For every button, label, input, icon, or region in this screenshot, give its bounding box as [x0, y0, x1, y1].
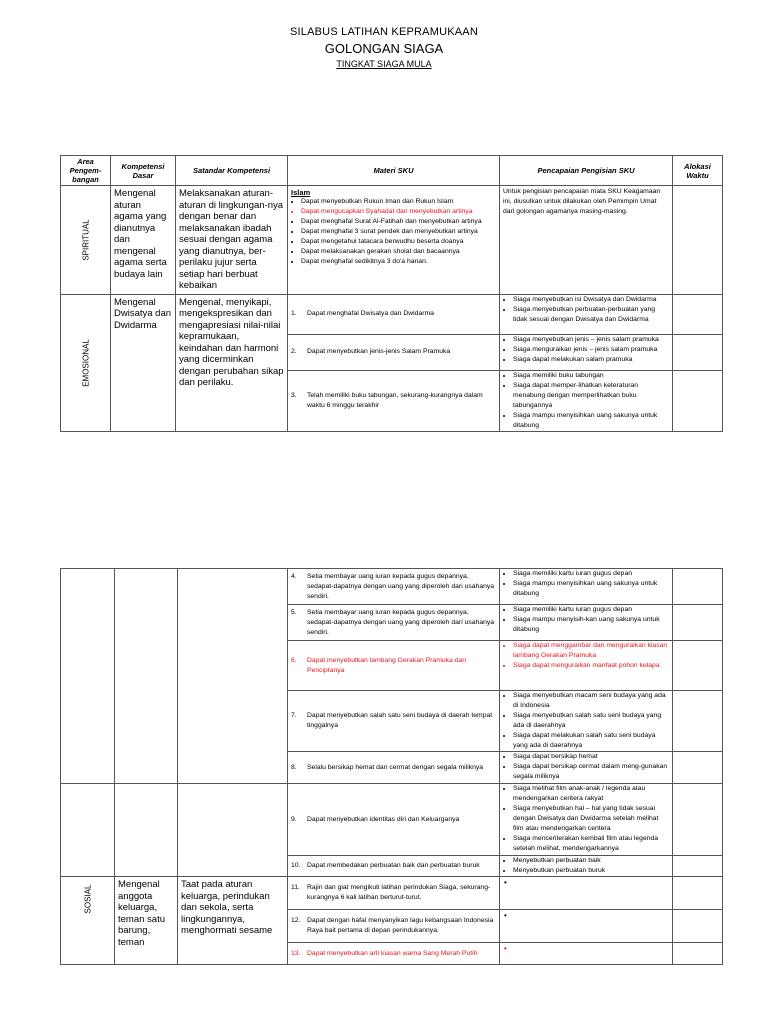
materi-item: [288, 943, 500, 965]
continued-row: [61, 784, 723, 856]
alokasi-cell: [673, 856, 723, 877]
materi-text: Dapat menyebutkan identitas diri dan Keluarganya: [307, 815, 460, 823]
syllabus-table-1: [60, 155, 723, 432]
bullet-item: • Siaga dapat menguraikan manfaat pohon kelapa: [513, 661, 670, 671]
materi-number: 10.: [291, 862, 301, 869]
materi-item: [288, 605, 500, 641]
emosional-row: [61, 294, 723, 334]
alokasi-cell: [673, 605, 723, 641]
materi-text: Dapat menyebutkan lambang Gerakan Pramuka dan Penciptanya: [307, 656, 467, 674]
pencapaian-list: [500, 605, 672, 635]
area-continued-2: [61, 784, 115, 877]
materi-item: [288, 877, 500, 910]
bullet-item: • Siaga dapat melakukan salah satu seni budaya yang ada di daerahnya: [513, 731, 670, 751]
bullet-item: • Siaga dapat melakukan salam pramuka: [513, 355, 670, 365]
materi-number: 11.: [291, 884, 300, 891]
alokasi-cell: [673, 943, 723, 965]
materi-number: 2.: [291, 348, 297, 355]
bullet-item: • Siaga dapat menggambar dan menguraikan kiasan lambang Gerakan Pramuka: [513, 641, 670, 661]
materi-number: 5.: [291, 608, 297, 616]
bullet-item: • Siaga menyebutkan hal – hal yang tidak sesuai dengan Dwisatya dan Dwidarma setelah melihat film atau mendengarkan ceritera: [513, 804, 670, 834]
pencapaian-cell: [500, 569, 673, 605]
pencapaian-cell: [500, 294, 673, 334]
sosial-kompetensi-dasar: Mengenal anggota keluarga, teman satu barung, teman: [115, 877, 178, 965]
bullet-item: • Siaga memiliki kartu iuran gugus depan: [513, 605, 670, 615]
bullet-item: • Siaga dapat memper-lihatkan keteraturan menabung dengan memperlihatkan buku tabungannya: [513, 381, 670, 411]
pencapaian-list: [500, 752, 672, 782]
bullet-item: • Dapat menghafal 3 surat pendek dan menyebutkan artinya: [301, 227, 497, 237]
sosial-row: [61, 877, 723, 910]
emosional-standar-kompetensi: Mengenal, menyikapi, mengekspresikan dan mengapresiasi nilai-nilai kepramukaan, keindahan dan harmoni yang dicerminkan dengan perubahan sikap dan perilaku.: [176, 294, 288, 431]
syllabus-table-2: [60, 568, 723, 965]
materi-text: Dapat menyebutkan arti kiasan warna Sang Merah Putih: [307, 949, 478, 957]
bullet-item: • Dapat mengetahui tatacara berwudhu beserta doanya: [301, 237, 497, 247]
materi-number: 8.: [291, 763, 297, 771]
bullet-item: • Siaga mampu menyisih-kan uang sakunya untuk ditabung: [513, 615, 670, 635]
bullet-empty: •: [504, 911, 507, 920]
header-alokasi-waktu: Alokasi Waktu: [673, 156, 723, 186]
pencapaian-list: [500, 335, 672, 365]
materi-item: [288, 856, 500, 877]
pencapaian-cell: [500, 784, 673, 856]
materi-item: [288, 370, 500, 431]
materi-heading-islam: Islam: [291, 188, 311, 197]
sk-continued-1: [178, 569, 288, 784]
pencapaian-cell: [500, 856, 673, 877]
spiritual-materi-list: [288, 197, 499, 267]
sosial-standar-kompetensi: Taat pada aturan keluarga, perindukan dan sekola, serta lingkungannya, menghormati sesame: [178, 877, 288, 965]
bullet-item: • Dapat menyebutkan Rukun Iman dan Rukun Islam: [301, 197, 497, 207]
bullet-item: • Siaga menceriterakan kembali film atau legenda setelah melihat, mendengarkannya: [513, 834, 670, 854]
materi-number: 4.: [291, 572, 297, 580]
header-materi-sku: Materi SKU: [288, 156, 500, 186]
pencapaian-cell: [500, 752, 673, 784]
alokasi-cell: [673, 877, 723, 910]
spiritual-pencapaian: Untuk pengisian pencapaian mata SKU Keagamaan ini, diusulkan untuk dilakukan oleh Pemimpin Umat dari golongan agamanya masing-masing.: [500, 186, 673, 295]
spiritual-alokasi: [673, 186, 723, 295]
materi-item: [288, 691, 500, 752]
pencapaian-list: [500, 691, 672, 751]
alokasi-cell: [673, 569, 723, 605]
spiritual-materi: [288, 186, 500, 295]
materi-text: Dapat menyebutkan salah satu seni budaya di daerah tempat tinggalnya: [307, 712, 493, 729]
pencapaian-cell: [500, 370, 673, 431]
bullet-item: • Menyebutkan perbuatan buruk: [513, 866, 670, 876]
spiritual-row: [61, 186, 723, 295]
materi-text: Rajin dan giat mengikuti latihan perindukan Siaga, sekurang-kurangnya 6 kali latihan berturut-turut.: [307, 884, 491, 901]
bullet-empty: •: [504, 944, 507, 953]
spiritual-standar-kompetensi: Melaksanakan aturan-aturan di lingkungan-nya dengan benar dan melaksanakan ibadah sesuai dengan agama yang dianutnya, ber-perilaku jujur serta setiap hari berbuat kebaikan: [176, 186, 288, 295]
bullet-item: • Siaga menyebutkan perbuatan-perbuatan yang tidak sesuai dengan Dwisatya dan Dwidarma: [513, 305, 670, 325]
bullet-item: • Dapat menghafal Surat Al-Fatihah dan menyebutkan artinya: [301, 217, 497, 227]
spiritual-kompetensi-dasar: Mengenal aturan agama yang dianutnya dan mengenal agama serta budaya lain: [111, 186, 176, 295]
area-sosial: [61, 877, 115, 965]
bullet-item: • Siaga menyebutkan isi Dwisatya dan Dwidarma: [513, 295, 670, 305]
materi-text: Setia membayar uang iuran kepada gugus depannya, sedapat-dapatnya dengan uang yang diperoleh dari usahanya sendiri.: [307, 572, 495, 600]
alokasi-cell: [673, 784, 723, 856]
alokasi-cell: [673, 910, 723, 943]
materi-number: 6.: [291, 656, 297, 664]
pencapaian-cell: [500, 877, 673, 910]
materi-number: 3.: [291, 391, 297, 399]
alokasi-cell: [673, 691, 723, 752]
area-spiritual: SPIRITUAL: [61, 186, 111, 295]
pencapaian-cell: [500, 910, 673, 943]
sk-continued-2: [178, 784, 288, 877]
bullet-item: • Siaga melihat film anak-anak / legenda atau mendengarkan ceritera rakyat: [513, 784, 670, 804]
materi-item: [288, 334, 500, 370]
materi-item: [288, 294, 500, 334]
alokasi-cell: [673, 294, 723, 334]
bullet-item: • Siaga menguraikan jenis – jenis salam pramuka: [513, 345, 670, 355]
header-area: Area Pengem-bangan: [61, 156, 111, 186]
bullet-item: • Siaga menyebutkan salah satu seni budaya yang ada di daerahnya: [513, 711, 670, 731]
bullet-item: • Siaga dapat bersikap hemat: [513, 752, 670, 762]
bullet-item: • Dapat melaksanakan gerakan sholat dan bacaannya: [301, 247, 497, 257]
materi-item: [288, 752, 500, 784]
header-pencapaian-sku: Pencapaian Pengisian SKU: [500, 156, 673, 186]
bullet-item: • Siaga mampu menyisihkan uang sakunya untuk ditabung: [513, 411, 670, 431]
materi-text: Setia membayar uang iuran kepada gugus depannya, sedapat-dapatnya dengan uang yang diperoleh dari usahanya sendiri.: [307, 608, 495, 636]
kd-continued-1: [115, 569, 178, 784]
alokasi-cell: [673, 752, 723, 784]
header-row: [61, 156, 723, 186]
pencapaian-cell: [500, 641, 673, 691]
title-line-2: GOLONGAN SIAGA: [324, 41, 444, 56]
materi-number: 9.: [291, 815, 297, 823]
pencapaian-list: [500, 371, 672, 431]
bullet-item: • Siaga memiliki kartu iuran gugus depan: [513, 569, 670, 579]
bullet-item: • Siaga memiliki buku tabungan: [513, 371, 670, 381]
bullet-item: • Dapat menghafal sedikitnya 3 do'a harian.: [301, 257, 497, 267]
materi-text: Dapat menyebutkan jenis-jenis Salam Pramuka: [307, 348, 451, 355]
materi-text: Dapat membedakan perbuatan baik dan perbuatan buruk: [307, 862, 480, 869]
pencapaian-cell: [500, 943, 673, 965]
materi-item: [288, 569, 500, 605]
header-kompetensi-dasar: Kompetensi Dasar: [111, 156, 176, 186]
area-emosional: [61, 294, 111, 431]
pencapaian-list: [500, 569, 672, 599]
materi-text: Telah memiliki buku tabungan, sekurang-kurangnya dalam waktu 6 minggu terakhir: [307, 391, 483, 409]
area-emosional-label: EMOSIONAL: [81, 338, 90, 387]
alokasi-cell: [673, 334, 723, 370]
title-line-1: SILABUS LATIHAN KEPRAMUKAAN: [290, 26, 478, 38]
materi-text: Selalu bersikap hemat dan cermat dengan segala miliknya: [307, 763, 484, 771]
kd-continued-2: [115, 784, 178, 877]
bullet-item: • Siaga menyebutkan jenis – jenis salam pramuka: [513, 335, 670, 345]
pencapaian-list: [500, 784, 672, 854]
continued-row: [61, 569, 723, 605]
area-sosial-label: SOSIAL: [83, 884, 92, 914]
bullet-empty: •: [504, 878, 507, 887]
pencapaian-list: [500, 641, 672, 671]
materi-text: Dapat dengan hafal menyanyikan lagu kebangsaan Indonesia Raya bait pertama di depan perindukannya.: [307, 917, 494, 934]
pencapaian-cell: [500, 691, 673, 752]
pencapaian-cell: [500, 605, 673, 641]
area-continued-1: [61, 569, 115, 784]
bullet-item: • Menyebutkan perbuatan baik: [513, 856, 670, 866]
materi-item: [288, 641, 500, 691]
bullet-item: • Dapat mengucapkan Syahadat dan menyebutkan artinya: [301, 207, 497, 217]
header-standar-kompetensi: Satandar Kompetensi: [176, 156, 288, 186]
materi-number: 1.: [291, 310, 297, 317]
materi-text: Dapat menghafal Dwisatya dan Dwidarma: [307, 310, 434, 317]
pencapaian-cell: [500, 334, 673, 370]
materi-number: 13.: [291, 949, 301, 957]
materi-number: 7.: [291, 712, 297, 719]
alokasi-cell: [673, 370, 723, 431]
alokasi-cell: [673, 641, 723, 691]
pencapaian-list: [500, 856, 672, 876]
bullet-item: • Siaga menyebutkan macam seni budaya yang ada di Indonesia: [513, 691, 670, 711]
title-line-3: TINGKAT SIAGA MULA: [336, 59, 432, 69]
materi-number: 12.: [291, 917, 301, 924]
pencapaian-list: [500, 295, 672, 325]
bullet-item: • Siaga mampu menyisihkan uang sakunya untuk ditabung: [513, 579, 670, 599]
materi-item: [288, 784, 500, 856]
emosional-kompetensi-dasar: Mengenal Dwisatya dan Dwidarma: [111, 294, 176, 431]
bullet-item: • Siaga dapat bersikap cermat dalam meng-gunakan segala miliknya: [513, 762, 670, 782]
materi-item: [288, 910, 500, 943]
